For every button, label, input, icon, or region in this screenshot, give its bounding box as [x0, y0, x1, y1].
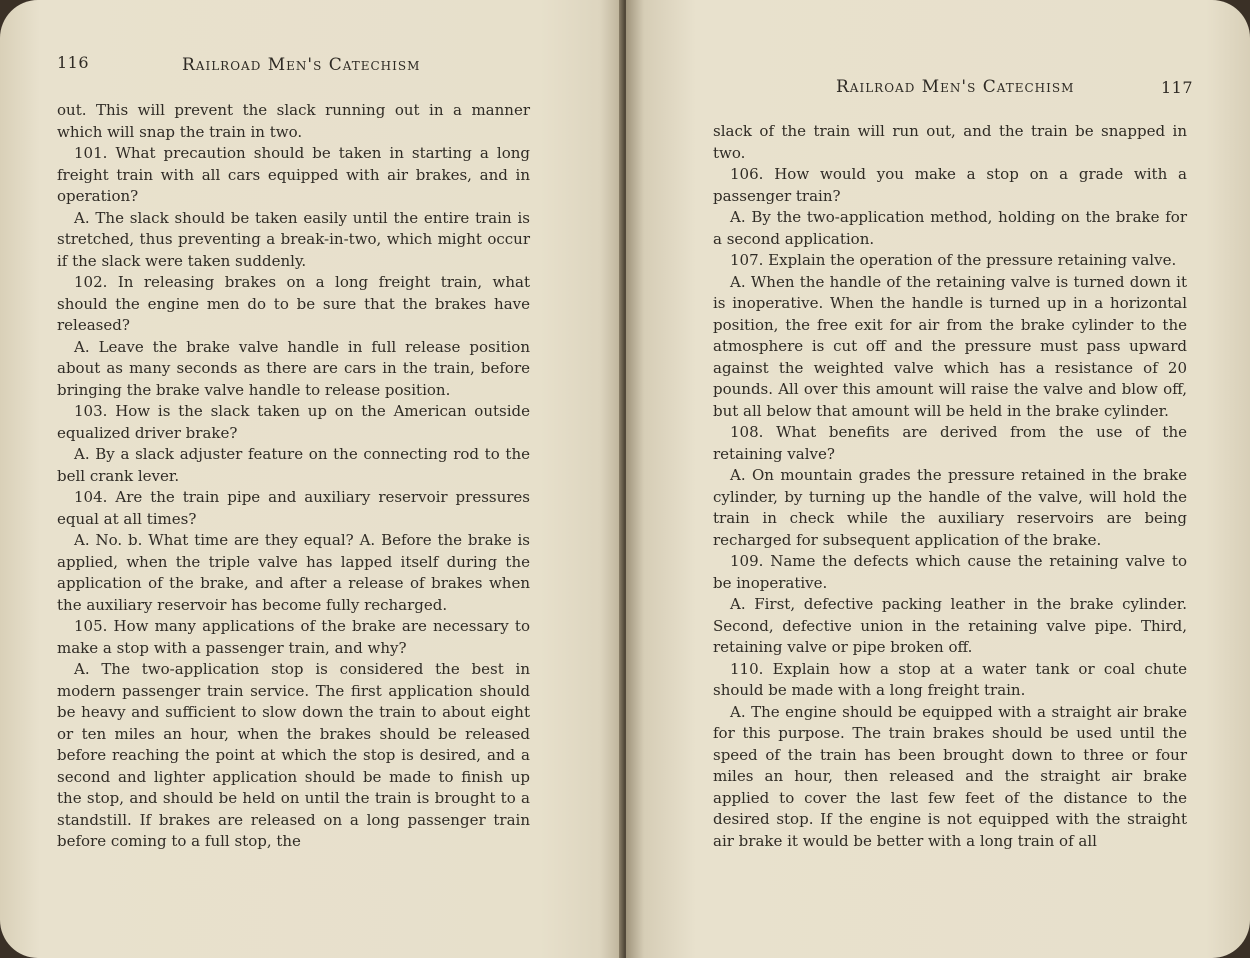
question: 102. In releasing brakes on a long freight train, what should the engine men do to be sure that the brakes have released?	[57, 273, 530, 334]
answer: A. First, defective packing leather in the brake cylinder. Second, defective union in the retaining valve pipe. Third, retaining valve or pipe broken off.	[713, 595, 1187, 656]
right-running-head: Railroad Men's Catechism	[836, 77, 1075, 97]
answer: A. When the handle of the retaining valve is turned down it is inoperative. When the handle is turned up in a horizontal position, the free exit for air from the brake cylinder to the atmosphere is cut off and the pressure must pass upward against the weighted valve which has a resistance of 20 pounds. All over this amount will raise the valve and blow off, but all below that amount will be held in the brake cylinder.	[713, 272, 1187, 420]
question: 109. Name the defects which cause the retaining valve to be inoperative.	[713, 552, 1187, 592]
answer: A. By the two-application method, holding on the brake for a second application.	[713, 208, 1187, 248]
question: 108. What benefits are derived from the use of the retaining valve?	[713, 423, 1187, 463]
question: 105. How many applications of the brake are necessary to make a stop with a passenger train, and why?	[57, 617, 530, 657]
right-page-text	[713, 121, 1187, 852]
left-page-text	[57, 100, 530, 853]
answer: A. No. b. What time are they equal? A. Before the brake is applied, when the triple valve has lapped itself during the application of the brake, and after a release of brakes when the auxiliary reservoir has become fully recharged.	[57, 531, 530, 614]
question: 106. How would you make a stop on a grade with a passenger train?	[713, 165, 1187, 205]
question: 104. Are the train pipe and auxiliary reservoir pressures equal at all times?	[57, 488, 530, 528]
right-page-number: 117	[1161, 78, 1194, 97]
answer: A. By a slack adjuster feature on the connecting rod to the bell crank lever.	[57, 445, 530, 485]
left-page	[0, 0, 624, 958]
answer: A. The slack should be taken easily until the entire train is stretched, thus preventing a break-in-two, which might occur if the slack were taken suddenly.	[57, 208, 530, 270]
paragraph: out. This will prevent the slack running out in a manner which will snap the train in two.	[57, 101, 530, 141]
answer: A. On mountain grades the pressure retained in the brake cylinder, by turning up the handle of the valve, will hold the train in check while the auxiliary reservoirs are being recharged for subsequent application of the brake.	[713, 466, 1187, 549]
question: 107. Explain the operation of the pressure retaining valve.	[730, 251, 1177, 269]
left-running-head: Railroad Men's Catechism	[182, 55, 421, 75]
question: 110. Explain how a stop at a water tank or coal chute should be made with a long freight train.	[713, 659, 1187, 699]
question: 103. How is the slack taken up on the American outside equalized driver brake?	[57, 402, 530, 442]
question: 101. What precaution should be taken in starting a long freight train with all cars equipped with air brakes, and in operation?	[57, 144, 530, 205]
paragraph: slack of the train will run out, and the train be snapped in two.	[713, 122, 1187, 162]
answer: A. The engine should be equipped with a straight air brake for this purpose. The train brakes should be used until the speed of the train has been brought down to three or four miles an hour, then released and the straight air brake applied to cover the last few feet of the distance to the desired stop. If the engine is not equipped with the straight air brake it would be better with a long train of all	[713, 702, 1187, 850]
answer: A. The two-application stop is considered the best in modern passenger train service. The first application should be heavy and sufficient to slow down the train to about eight or ten miles an hour, when the brakes should be released before reaching the point at which the stop is desired, and a second and lighter application should be made to finish up the stop, and should be held on until the train is brought to a standstill. If brakes are released on a long passenger train before coming to a full stop, the	[57, 660, 530, 850]
left-page-number: 116	[57, 53, 90, 72]
answer: A. Leave the brake valve handle in full release position about as many seconds as there are cars in the train, before bringing the brake valve handle to release position.	[57, 337, 530, 399]
